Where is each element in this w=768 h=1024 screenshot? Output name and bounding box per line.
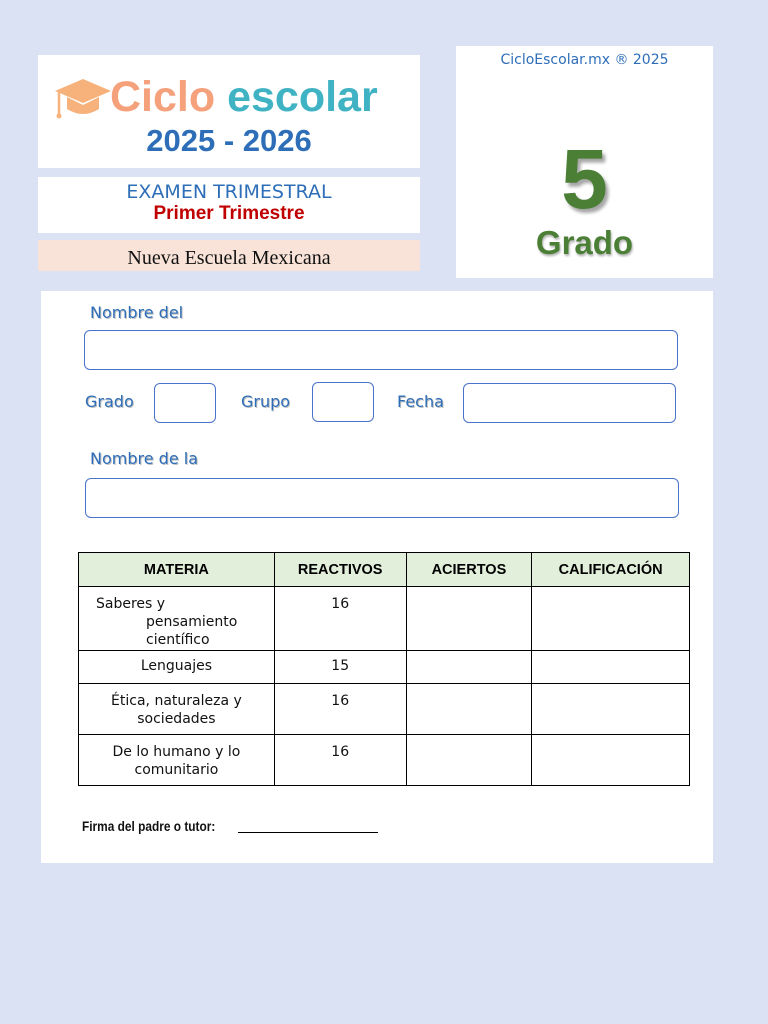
date-label: Fecha (397, 392, 444, 411)
school-year: 2025 - 2026 (146, 123, 312, 158)
column-header-materia: MATERIA (79, 553, 275, 587)
curriculum-band (38, 240, 420, 271)
subject-cell (79, 735, 275, 786)
calificacion-cell[interactable] (532, 735, 690, 786)
table-row (79, 587, 690, 651)
subject-line: Saberes y (96, 596, 166, 612)
grade-number: 5 (561, 132, 608, 226)
student-form (41, 291, 713, 863)
subject-line: científico (146, 632, 210, 648)
brand-title (110, 69, 378, 125)
group-label: Grupo (241, 392, 291, 411)
reactivos-cell: 16 (274, 587, 406, 651)
signature-label: Firma del padre o tutor: (82, 819, 216, 834)
group-field[interactable] (312, 382, 374, 422)
student-name-label: Nombre del (90, 303, 184, 322)
aciertos-cell[interactable] (406, 735, 532, 786)
subject-line: sociedades (137, 711, 216, 727)
grades-table (78, 552, 690, 786)
exam-panel (38, 177, 420, 233)
table-row (79, 651, 690, 684)
subject-cell: Lenguajes (79, 651, 275, 684)
table-header-row (79, 553, 690, 587)
table-row (79, 684, 690, 735)
column-header-aciertos: ACIERTOS (406, 553, 532, 587)
graduation-cap-icon (53, 75, 113, 123)
aciertos-cell[interactable] (406, 684, 532, 735)
subject-line: Ética, naturaleza y (111, 693, 242, 709)
date-field[interactable] (463, 383, 676, 423)
brand-ciclo: Ciclo (110, 73, 216, 121)
school-name-label: Nombre de la (90, 449, 198, 468)
school-name-field[interactable] (85, 478, 679, 518)
subject-line: De lo humano y lo (112, 744, 241, 760)
curriculum-label: Nueva Escuela Mexicana (127, 247, 331, 269)
reactivos-cell: 16 (274, 735, 406, 786)
subject-line: comunitario (134, 762, 219, 778)
aciertos-cell[interactable] (406, 651, 532, 684)
signature-line[interactable] (238, 832, 378, 833)
column-header-reactivos: REACTIVOS (274, 553, 406, 587)
exam-title: EXAMEN TRIMESTRAL (126, 181, 332, 203)
subject-line: pensamiento (146, 614, 238, 630)
copyright-text: CicloEscolar.mx ® 2025 (500, 52, 669, 68)
subject-cell (79, 587, 275, 651)
calificacion-cell[interactable] (532, 651, 690, 684)
calificacion-cell[interactable] (532, 684, 690, 735)
grade-word: Grado (535, 224, 634, 261)
grade-field[interactable] (154, 383, 216, 423)
student-name-field[interactable] (84, 330, 678, 370)
subject-cell (79, 684, 275, 735)
reactivos-cell: 16 (274, 684, 406, 735)
exam-subtitle: Primer Trimestre (153, 203, 305, 224)
calificacion-cell[interactable] (532, 587, 690, 651)
grade-label: Grado (85, 392, 134, 411)
logo-panel (38, 55, 420, 168)
aciertos-cell[interactable] (406, 587, 532, 651)
column-header-calificacion: CALIFICACIÓN (532, 553, 690, 587)
grade-panel (456, 46, 713, 278)
brand-escolar: escolar (227, 73, 378, 121)
table-row (79, 735, 690, 786)
reactivos-cell: 15 (274, 651, 406, 684)
